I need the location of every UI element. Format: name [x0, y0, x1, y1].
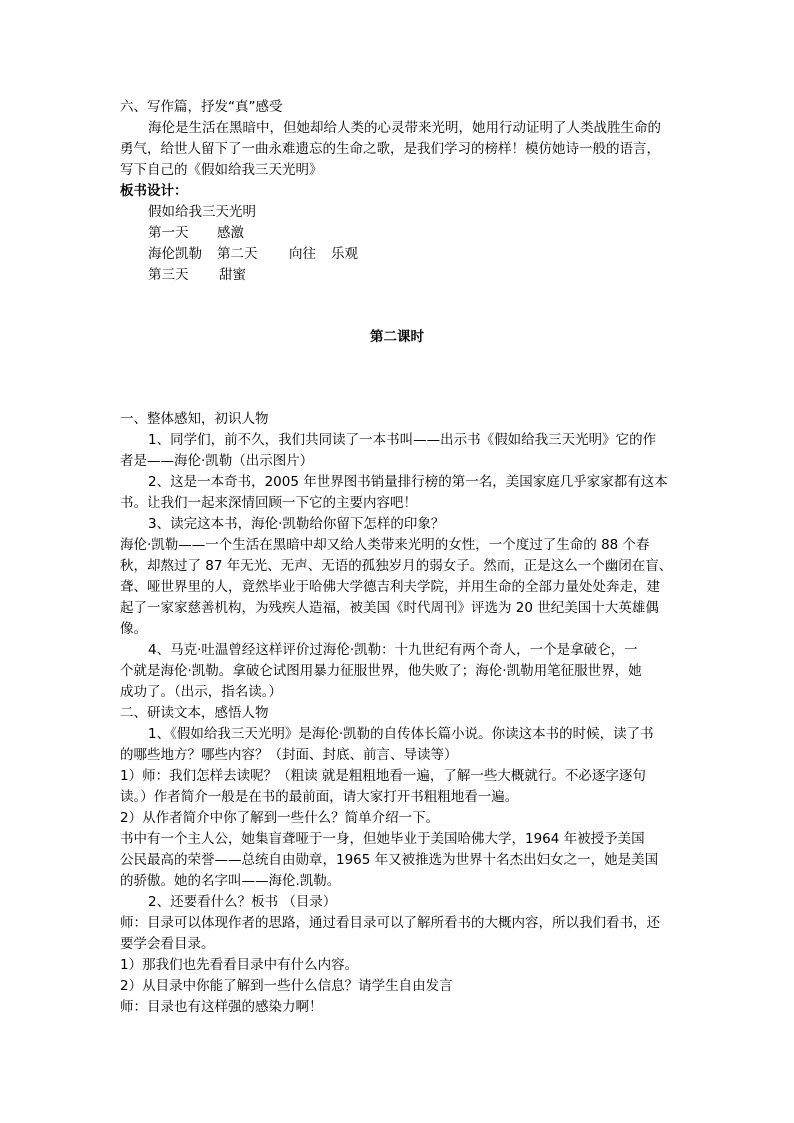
board-design-heading: 板书设计：	[120, 183, 188, 199]
paragraph-line: 1）那我们也先看看目录中有什么内容。	[120, 957, 359, 973]
paragraph-line: 海伦·凯勒——一个生活在黑暗中却又给人类带来光明的女性，一个度过了生命的 88 个春	[120, 537, 650, 553]
paragraph-line: 秋，却熬过了 87 年无光、无声、无语的孤独岁月的弱女子。然而，正是这么一个幽闭在盲、	[120, 558, 673, 574]
paragraph-line: 写下自己的《假如给我三天光明》	[120, 162, 323, 178]
paragraph-line: 公民最高的荣誉——总统自由勋章，1965 年又被推选为世界十名杰出妇女之一，她是美国	[120, 852, 659, 868]
paragraph-line: 1、同学们，前不久，我们共同读了一本书叫——出示书《假如给我三天光明》它的作	[148, 432, 657, 448]
board-name: 海伦凯勒	[148, 246, 202, 262]
board-day2: 第二天	[217, 246, 258, 262]
board-title: 假如给我三天光明	[148, 204, 256, 220]
paragraph-line: 起了一家家慈善机构，为残疾人造福，被美国《时代周刊》评选为 20 世纪美国十大英雄偶	[120, 600, 659, 616]
paragraph-line: 的骄傲。她的名字叫——海伦.凯勒。	[120, 873, 341, 889]
paragraph-line: 3、读完这本书，海伦·凯勒给你留下怎样的印象？	[148, 516, 445, 532]
paragraph-line: 海伦是生活在黑暗中，但她却给人类的心灵带来光明，她用行动证明了人类战胜生命的	[148, 120, 661, 136]
paragraph-line: 2）从目录中你能了解到一些什么信息？请学生自由发言	[120, 978, 453, 994]
part2-heading: 二、研读文本，感悟人物	[120, 705, 269, 721]
paragraph-line: 2、还要看什么？板书 （目录）	[148, 894, 337, 910]
board-day1-word: 感激	[217, 225, 244, 241]
board-day3: 第三天	[148, 267, 189, 283]
paragraph-line: 1）师：我们怎样去读呢？（粗读 就是粗粗地看一遍，了解一些大概就行。不必逐字逐句	[120, 768, 646, 784]
paragraph-line: 像。	[120, 621, 147, 637]
board-day3-word: 甜蜜	[219, 267, 246, 283]
section-heading: 六、写作篇，抒发“真”感受	[120, 99, 283, 115]
paragraph-line: 师：目录可以体现作者的思路，通过看目录可以了解所看书的大概内容，所以我们看书，还	[120, 915, 660, 931]
paragraph-line: 的哪些地方？哪些内容？（封面、封底、前言、导读等）	[120, 747, 458, 763]
paragraph-line: 1、《假如给我三天光明》是海伦·凯勒的自传体长篇小说。你读这本书的时候，读了书	[148, 726, 654, 742]
lesson-title: 第二课时	[370, 329, 424, 345]
paragraph-line: 成功了。（出示，指名读。）	[120, 684, 282, 700]
paragraph-line: 聋、哑世界里的人，竟然毕业于哈佛大学德吉利夫学院，并用生命的全部力量处处奔走，建	[120, 579, 660, 595]
paragraph-line: 师：目录也有这样强的感染力啊！	[120, 999, 323, 1015]
part1-heading: 一、整体感知，初识人物	[120, 411, 269, 427]
board-day1: 第一天	[148, 225, 189, 241]
paragraph-line: 个就是海伦·凯勒。拿破仑试图用暴力征服世界，他失败了；海伦·凯勒用笔征服世界，她	[120, 663, 642, 679]
board-day2-word2: 乐观	[331, 246, 358, 262]
paragraph-line: 要学会看目录。	[120, 936, 215, 952]
paragraph-line: 勇气，给世人留下了一曲永难遗忘的生命之歌，是我们学习的榜样！模仿她诗一般的语言，	[120, 141, 660, 157]
paragraph-line: 2）从作者简介中你了解到一些什么？简单介绍一下。	[120, 810, 440, 826]
board-day2-word1: 向往	[289, 246, 316, 262]
paragraph-line: 2、这是一本奇书，2005 年世界图书销量排行榜的第一名，美国家庭几乎家家都有这本	[148, 474, 668, 490]
paragraph-line: 者是——海伦·凯勒（出示图片）	[120, 453, 314, 469]
paragraph-line: 书中有一个主人公，她集盲聋哑于一身，但她毕业于美国哈佛大学，1964 年被授予美国	[120, 831, 645, 847]
paragraph-line: 书。让我们一起来深情回顾一下它的主要内容吧！	[120, 495, 417, 511]
paragraph-line: 4、马克·吐温曾经这样评价过海伦·凯勒：十九世纪有两个奇人，一个是拿破仑，一	[148, 642, 638, 658]
paragraph-line: 读。）作者简介一般是在书的最前面，请大家打开书粗粗地看一遍。	[120, 789, 519, 805]
